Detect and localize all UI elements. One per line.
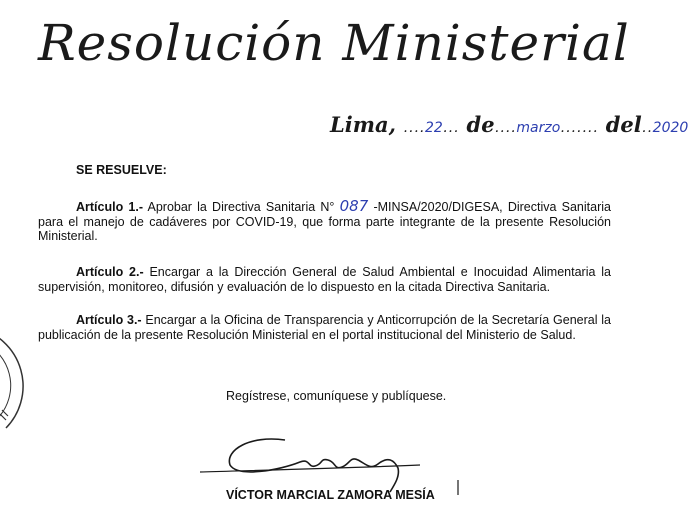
dateline-de: de: [466, 112, 495, 137]
article-1-text-before: Aprobar la Directiva Sanitaria N°: [143, 200, 335, 214]
article-2-label: Artículo 2.-: [76, 265, 144, 279]
dateline-year: 2020: [652, 120, 688, 136]
article-2-text: Encargar a la Dirección General de Salud Ambiental e Inocuidad Alimentaria la supervisión, monitoreo, difusión y evaluación de lo dispuesto en la citada Directiva Sanitaria.: [38, 265, 611, 294]
dateline-del: del: [605, 112, 642, 137]
article-3: [38, 313, 611, 342]
signer-name: VÍCTOR MARCIAL ZAMORA MESÍA: [226, 488, 435, 502]
article-3-label: Artículo 3.-: [76, 313, 142, 327]
article-2: [38, 265, 611, 294]
article-1-label: Artículo 1.-: [76, 200, 143, 214]
dateline-month: marzo: [516, 120, 561, 136]
dateline: Lima, ....22... de....marzo....... del..2020: [330, 112, 688, 137]
dateline-city: Lima,: [330, 112, 396, 137]
closing-formula: Regístrese, comuníquese y publíquese.: [226, 389, 447, 403]
resuelve-heading: SE RESUELVE:: [76, 163, 167, 177]
dateline-day: 22: [425, 120, 443, 136]
article-1: [38, 199, 611, 244]
article-3-text: Encargar a la Oficina de Transparencia y Anticorrupción de la Secretaría General la publicación de la presente Resolución Ministerial en el portal institucional del Ministerio de Salud.: [38, 313, 611, 342]
handwritten-signature: [190, 420, 490, 495]
document-title: Resolución Ministerial: [38, 14, 630, 72]
directive-number-handwritten: 087: [339, 197, 369, 215]
official-seal: [0, 318, 28, 438]
article-1-text-after: -MINSA/2020/DIGESA, Directiva Sanitaria para el manejo de cadáveres por COVID-19, que forma parte integrante de la presente Resolución Ministerial.: [38, 200, 611, 243]
